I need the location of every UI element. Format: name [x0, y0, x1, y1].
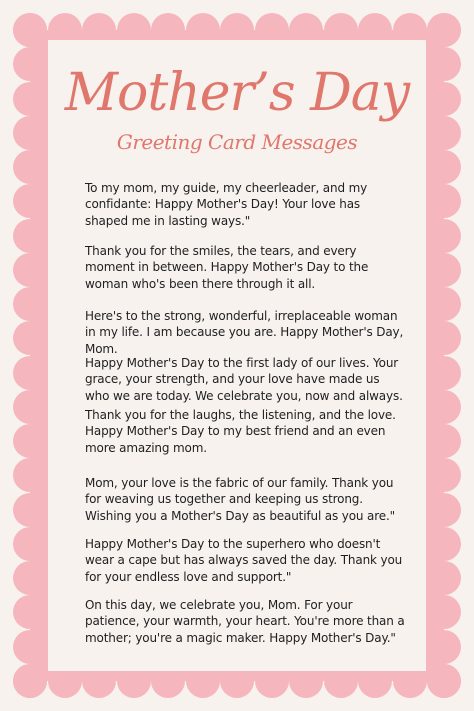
scallop-edge	[13, 493, 47, 527]
page-title: Mother’s Day	[64, 63, 410, 123]
message-1: To my mom, my guide, my cheerleader, and my confidante: Happy Mother's Day! Your love has shaped me in lasting ways."	[85, 181, 368, 228]
scallop-edge	[13, 630, 47, 664]
scallop-edge	[13, 561, 47, 595]
scallop-edge	[427, 561, 461, 595]
scallop-edge	[427, 664, 461, 698]
scallop-edge	[427, 630, 461, 664]
scallop-edge	[13, 287, 47, 321]
scallop-edge	[427, 184, 461, 218]
scallop-edge	[427, 390, 461, 424]
message-3: Here's to the strong, wonderful, irreplaceable woman in my life. I am because you are. Happy Mother's Day, Mom.	[85, 309, 404, 356]
message-2: Thank you for the smiles, the tears, and every moment in between. Happy Mother's Day to the woman who's been there through it all.	[85, 244, 369, 291]
scallop-edge	[13, 356, 47, 390]
message-7: Happy Mother's Day to the superhero who doesn't wear a cape but has always saved the day. Thank you for your endless love and support."	[85, 537, 403, 584]
scallop-edge	[13, 390, 47, 424]
scallop-edge	[13, 253, 47, 287]
page-subtitle: Greeting Card Messages	[116, 130, 358, 154]
scallop-edge	[13, 527, 47, 561]
message-8: On this day, we celebrate you, Mom. For your patience, your warmth, your heart. You're more than a mother; you're a magic maker. Happy Mother's Day."	[85, 598, 405, 645]
scallop-edge	[427, 493, 461, 527]
scallop-edge	[13, 13, 47, 47]
scallop-edge	[427, 424, 461, 458]
scallop-edge	[427, 527, 461, 561]
scallop-edge	[13, 424, 47, 458]
scallop-edge	[427, 150, 461, 184]
scallop-edge	[427, 287, 461, 321]
scallop-edge	[427, 253, 461, 287]
scallop-edge	[427, 219, 461, 253]
message-6: Mom, your love is the fabric of our family. Thank you for weaving us together and keeping us strong. Wishing you a Mother's Day as beautiful as you are."	[85, 476, 396, 523]
scallop-edge	[427, 595, 461, 629]
scallop-edge	[13, 664, 47, 698]
scallop-edge	[427, 356, 461, 390]
message-5: Thank you for the laughs, the listening, and the love. Happy Mother's Day to my best friend and an even more amazing mom.	[85, 408, 396, 455]
scallop-edge	[427, 13, 461, 47]
scallop-edge	[427, 458, 461, 492]
message-4: Happy Mother's Day to the first lady of our lives. Your grace, your strength, and your love have made us who we are today. We celebrate you, now and always.	[85, 356, 403, 403]
scallop-edge	[13, 219, 47, 253]
scallop-edge	[427, 321, 461, 355]
scallop-edge	[13, 150, 47, 184]
